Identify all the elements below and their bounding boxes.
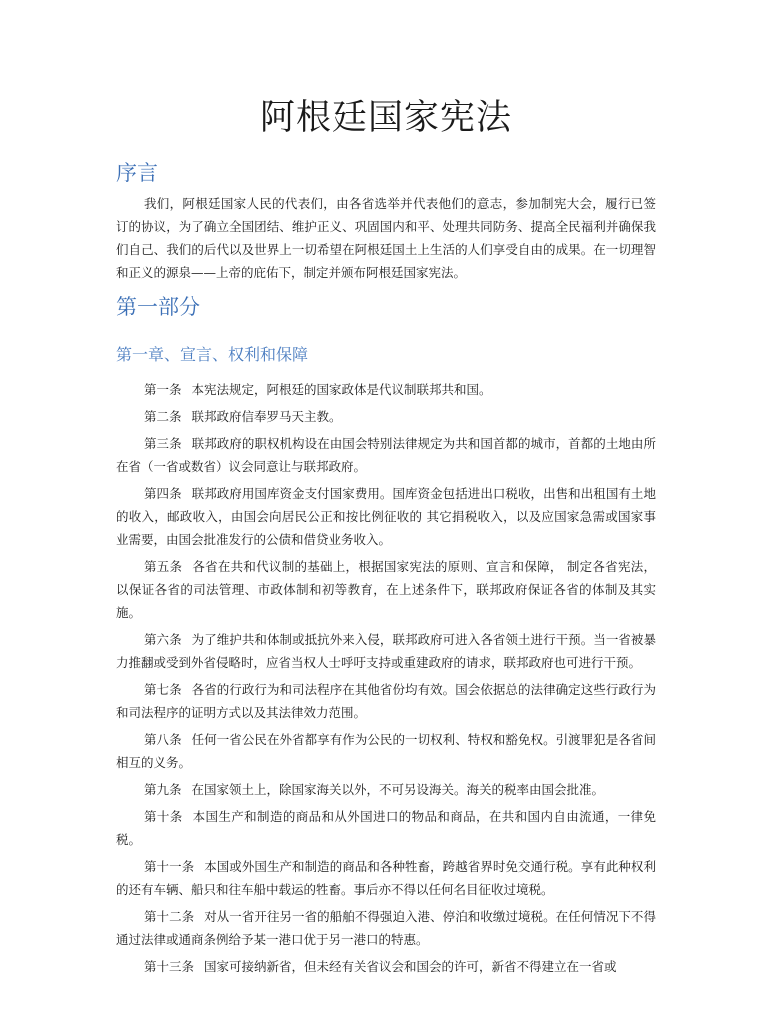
article-number: 第十二条 <box>144 909 195 924</box>
article-number: 第九条 <box>144 782 182 797</box>
article-number: 第十三条 <box>144 959 195 974</box>
article-paragraph <box>116 778 656 801</box>
articles-list <box>116 378 656 978</box>
article-paragraph <box>116 432 656 478</box>
article-number: 第二条 <box>144 409 182 424</box>
document-page <box>116 0 656 982</box>
article-paragraph <box>116 555 656 624</box>
article-number: 第八条 <box>144 732 182 747</box>
article-text: 本国或外国生产和制造的商品和各种牲畜，跨越省界时免交通行税。享有此种权利的还有车辆、船只和往车船中载运的牲畜。事后亦不得以任何名目征收过境税。 <box>116 859 656 897</box>
document-title: 阿根廷国家宪法 <box>259 98 512 138</box>
article-text: 联邦政府用国库资金支付国家费用。国库资金包括进出口税收，出售和出租国有土地的收入，邮政收入，由国会向居民公正和按比例征收的 其它捐税收入，以及应国家急需或国家事业需要，由国会批准发行的公债和借贷业务收入。 <box>116 486 656 547</box>
article-number: 第五条 <box>144 559 183 574</box>
chapter-heading: 第一章、宣言、权利和保障 <box>116 345 309 364</box>
article-number: 第三条 <box>144 436 182 451</box>
article-paragraph <box>116 678 656 724</box>
article-number: 第十一条 <box>144 859 195 874</box>
article-number: 第四条 <box>144 486 182 501</box>
article-paragraph <box>116 482 656 551</box>
article-text: 各省的行政行为和司法程序在其他省份均有效。国会依据总的法律确定这些行政行为和司法程序的证明方式以及其法律效力范围。 <box>116 682 656 720</box>
article-text: 为了维护共和体制或抵抗外来入侵，联邦政府可进入各省领土进行干预。当一省被暴力推翻或受到外省侵略时，应省当权人士呼吁支持或重建政府的请求，联邦政府也可进行干预。 <box>116 632 656 670</box>
article-paragraph <box>116 955 656 978</box>
article-paragraph <box>116 405 656 428</box>
article-number: 第六条 <box>144 632 182 647</box>
part-heading: 第一部分 <box>116 295 200 319</box>
article-number: 第七条 <box>144 682 182 697</box>
article-text: 本国生产和制造的商品和从外国进口的物品和商品，在共和国内自由流通，一律免税。 <box>116 809 656 847</box>
article-paragraph <box>116 805 656 851</box>
article-paragraph <box>116 728 656 774</box>
article-text: 在国家领土上，除国家海关以外，不可另设海关。海关的税率由国会批准。 <box>191 782 605 797</box>
article-text: 国家可接纳新省，但未经有关省议会和国会的许可，新省不得建立在一省或 <box>204 959 617 974</box>
article-text: 各省在共和代议制的基础上，根据国家宪法的原则、宣言和保障， 制定各省宪法，以保证各省的司法管理、市政体制和初等教育，在上述条件下，联邦政府保证各省的体制及其实施。 <box>116 559 656 620</box>
article-paragraph <box>116 378 656 401</box>
article-text: 本宪法规定，阿根廷的国家政体是代议制联邦共和国。 <box>191 382 492 397</box>
preface-text: 我们，阿根廷国家人民的代表们，由各省选举并代表他们的意志，参加制宪大会，履行已签订的协议，为了确立全国团结、维护正义、巩固国内和平、处理共同防务、提高全民福利并确保我们自己、我们的后代以及世界上一切希望在阿根廷国土上生活的人们享受自由的成果。在一切理智和正义的源泉——上帝的庇佑下，制定并颁布阿根廷国家宪法。 <box>116 196 656 280</box>
article-number: 第一条 <box>144 382 182 397</box>
preface-heading: 序言 <box>116 161 158 185</box>
article-paragraph <box>116 905 656 951</box>
article-number: 第十条 <box>144 809 183 824</box>
article-text: 对从一省开往另一省的船舶不得强迫入港、停泊和收缴过境税。在任何情况下不得通过法律或通商条例给予某一港口优于另一港口的特惠。 <box>116 909 656 947</box>
article-paragraph <box>116 628 656 674</box>
article-text: 联邦政府的职权机构设在由国会特别法律规定为共和国首都的城市，首都的土地由所在省（一省或数省）议会同意让与联邦政府。 <box>116 436 656 474</box>
article-paragraph <box>116 855 656 901</box>
article-text: 任何一省公民在外省都享有作为公民的一切权利、特权和豁免权。引渡罪犯是各省间相互的义务。 <box>116 732 656 770</box>
article-text: 联邦政府信奉罗马天主教。 <box>191 409 342 424</box>
